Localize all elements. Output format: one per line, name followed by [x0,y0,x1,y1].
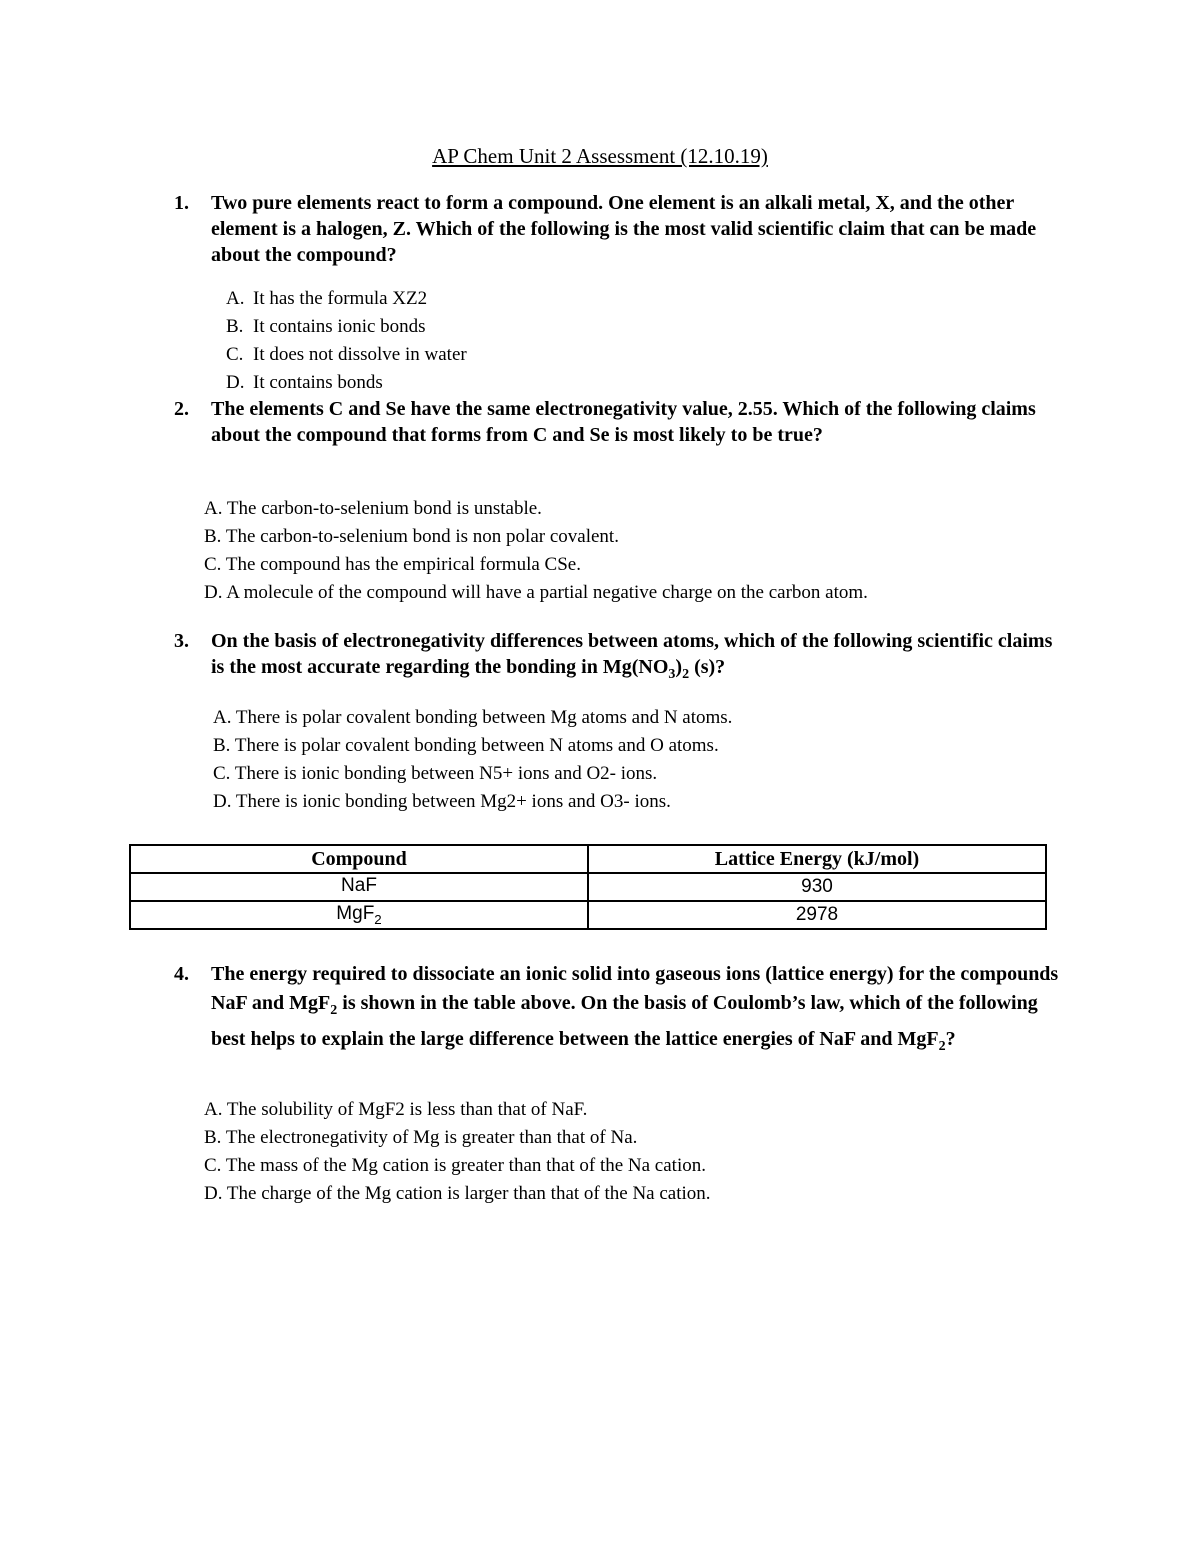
lattice-energy-table [129,844,1047,930]
question-number: 2. [174,398,189,420]
table-header-row [130,845,1046,873]
table-row [130,873,1046,901]
q4-option-a: A. The solubility of MgF2 is less than that of NaF. [204,1099,588,1120]
question-1 [174,190,1064,268]
q3-option-a: A. There is polar covalent bonding between Mg atoms and N atoms. [213,707,733,728]
table-row [130,901,1046,929]
q3-option-b: B. There is polar covalent bonding between N atoms and O atoms. [213,735,719,756]
question-text: The energy required to dissociate an ionic solid into gaseous ions (lattice energy) for the compounds NaF and MgF$_2$ is shown in the table above. On the basis of Coulomb’s law, which of the following best helps to explain the large difference between the lattice energies of NaF and MgF$_2$? [211,963,1059,1054]
q4-option-c: C. The mass of the Mg cation is greater than that of the Na cation. [204,1155,706,1176]
question-text: Two pure elements react to form a compound. One element is an alkali metal, X, and the other element is a halogen, Z. Which of the following is the most valid scientific claim that can be made about the compound? [211,192,1037,266]
table-cell-energy: 2978 [588,901,1046,929]
q1-option-a: A. It has the formula XZ2 [226,288,428,309]
q4-option-b: B. The electronegativity of Mg is greater than that of Na. [204,1127,638,1148]
table-cell-compound: MgF$_2$ [130,901,588,929]
question-number: 3. [174,630,189,652]
q2-option-c: C. The compound has the empirical formula CSe. [204,554,581,575]
q4-option-d: D. The charge of the Mg cation is larger than that of the Na cation. [204,1183,711,1204]
table-header-compound: Compound [130,845,588,873]
page-title: AP Chem Unit 2 Assessment (12.10.19) [432,144,768,168]
q1-option-c: C. It does not dissolve in water [226,344,467,365]
question-text: The elements C and Se have the same electronegativity value, 2.55. Which of the following claims about the compound that forms from C and Se is most likely to be true? [211,398,1036,446]
question-number: 1. [174,192,189,214]
question-text: On the basis of electronegativity differences between atoms, which of the following scientific claims is the most accurate regarding the bonding in $Mg(NO_3)_2$ (s)? [211,630,1053,682]
question-4 [174,960,1064,1061]
question-3 [174,628,1064,688]
q2-option-a: A. The carbon-to-selenium bond is unstable. [204,498,542,519]
q3-option-c: C. There is ionic bonding between N5+ ions and O2- ions. [213,763,658,784]
q1-option-d: D. It contains bonds [226,372,383,393]
table-cell-compound: NaF [130,873,588,901]
question-number: 4. [174,963,189,985]
q2-option-d: D. A molecule of the compound will have a partial negative charge on the carbon atom. [204,582,868,603]
q1-option-b: B. It contains ionic bonds [226,316,426,337]
table-header-lattice-energy: Lattice Energy (kJ/mol) [588,845,1046,873]
q3-option-d: D. There is ionic bonding between Mg2+ ions and O3- ions. [213,791,671,812]
q2-option-b: B. The carbon-to-selenium bond is non polar covalent. [204,526,619,547]
question-2 [174,396,1064,448]
table-cell-energy: 930 [588,873,1046,901]
